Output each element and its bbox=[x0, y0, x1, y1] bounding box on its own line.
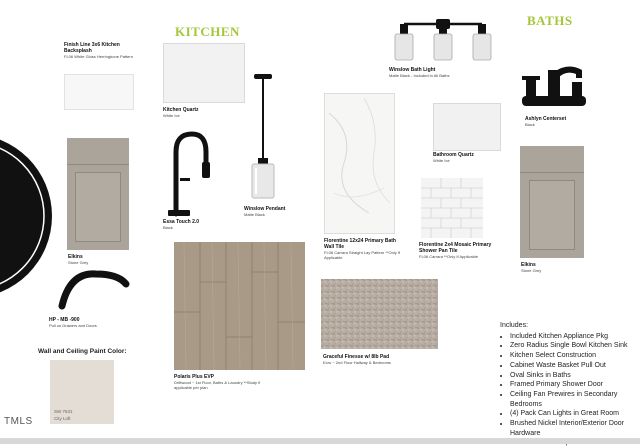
pull-title: HP - MB -900 bbox=[49, 317, 80, 323]
kitchen-cabinet-sub: Stone Grey bbox=[68, 260, 89, 265]
wall-tile-caption bbox=[324, 238, 404, 260]
flooring-caption bbox=[174, 374, 264, 390]
kitchen-quartz-swatch bbox=[163, 43, 245, 103]
shower-tile-swatch bbox=[421, 178, 483, 238]
kitchen-faucet-icon bbox=[162, 130, 214, 218]
bath-quartz-sub: White Ice bbox=[433, 158, 450, 163]
includes-items bbox=[500, 332, 638, 448]
kitchen-header: KITCHEN bbox=[175, 24, 240, 39]
pendant-title: Winslow Pendant bbox=[244, 206, 286, 212]
black-circle-graphic bbox=[0, 130, 56, 304]
backsplash-sub: FL06 White Gloss Herringbone Pattern bbox=[64, 54, 133, 59]
bottom-border bbox=[0, 438, 640, 444]
bath-cabinet-door bbox=[520, 146, 584, 258]
pull-sub: Pull on Drawers and Doors bbox=[49, 323, 97, 328]
pendant-light-icon bbox=[248, 74, 278, 202]
faucet-sub: Black bbox=[163, 225, 173, 230]
backsplash-title: Finish Line 3x6 Kitchen Backsplash bbox=[64, 42, 120, 54]
bath-quartz-swatch bbox=[433, 103, 501, 151]
kitchen-cabinet-caption bbox=[68, 254, 128, 265]
bath-light-caption bbox=[389, 67, 469, 78]
bath-light-sub: Matte Black - Included in All Baths bbox=[389, 73, 450, 78]
bath-faucet-caption bbox=[525, 116, 595, 127]
bath-cabinet-rail bbox=[520, 146, 584, 173]
shower-tile-sub: FL06 Carrara **Only If Applicable bbox=[419, 254, 478, 259]
carpet-swatch bbox=[321, 279, 438, 349]
wall-tile-swatch bbox=[324, 93, 395, 234]
bath-faucet-title: Ashlyn Centerset bbox=[525, 116, 567, 122]
cabinet-rail bbox=[67, 138, 129, 165]
wall-tile-title: Florentine 12x24 Primary Bath Wall Tile bbox=[324, 238, 396, 250]
list-item: • (4) Pack Can Lights in Great Room bbox=[510, 409, 638, 419]
paint-code: SW 7631 bbox=[54, 409, 73, 414]
watermark-text: TMLS bbox=[4, 416, 33, 427]
paint-label: Wall and Ceiling Paint Color: bbox=[38, 348, 127, 355]
carpet-title: Graceful Finesse w/ 8lb Pad bbox=[323, 354, 390, 360]
paint-name: City Loft bbox=[54, 416, 71, 421]
list-item: • Zero Radius Single Bowl Kitchen Sink bbox=[510, 341, 638, 351]
bath-light-icon bbox=[392, 16, 494, 64]
faucet-title: Essa Touch 2.0 bbox=[163, 219, 200, 225]
backsplash-swatch bbox=[64, 74, 134, 110]
bath-cabinet-caption bbox=[521, 262, 581, 273]
includes-list bbox=[500, 321, 638, 448]
list-item: • Ceiling Fan Prewires in Secondary Bedrooms bbox=[510, 390, 638, 409]
kitchen-quartz-sub: White Ice bbox=[163, 113, 180, 118]
list-item: • Brushed Nickel Interior/Exterior Door Hardware bbox=[510, 419, 638, 438]
cabinet-pull-icon bbox=[56, 266, 132, 312]
list-item: • Framed Primary Shower Door bbox=[510, 380, 638, 390]
kitchen-quartz-title: Kitchen Quartz bbox=[163, 107, 199, 113]
bath-light-title: Winslow Bath Light bbox=[389, 67, 436, 73]
flooring-swatch bbox=[174, 242, 305, 370]
pull-caption bbox=[49, 317, 129, 328]
shower-tile-title: Florentine 2x4 Mosaic Primary Shower Pan Tile bbox=[419, 242, 492, 254]
baths-header: BATHS bbox=[527, 13, 573, 28]
cabinet-panel bbox=[75, 172, 121, 242]
flooring-sub: Driftwood ~ 1st Floor, Baths & Laundry **Study if applicable per plan bbox=[174, 380, 261, 390]
list-item: • Kitchen Select Construction bbox=[510, 351, 638, 361]
backsplash-item bbox=[64, 42, 144, 59]
shower-tile-caption bbox=[419, 242, 499, 259]
bath-faucet-sub: Black bbox=[525, 122, 535, 127]
wall-tile-sub: FL06 Carrara Straight Lay Pattern **Only If Applicable bbox=[324, 250, 401, 260]
carpet-caption bbox=[323, 354, 423, 365]
list-item: • Included Kitchen Appliance Pkg bbox=[510, 332, 638, 342]
includes-title: Includes: bbox=[500, 322, 529, 329]
list-item: • Cabinet Waste Basket Pull Out bbox=[510, 361, 638, 371]
bath-faucet-icon bbox=[518, 56, 590, 110]
pendant-sub: Matte Black bbox=[244, 212, 265, 217]
bath-cabinet-title: Elkins bbox=[521, 262, 536, 268]
kitchen-quartz-caption bbox=[163, 107, 243, 118]
carpet-sub: Ecru ~ 2nd Floor Hallway & Bedrooms bbox=[323, 360, 391, 365]
bath-quartz-title: Bathroom Quartz bbox=[433, 152, 474, 158]
bath-cabinet-sub: Stone Grey bbox=[521, 268, 542, 273]
kitchen-cabinet-title: Elkins bbox=[68, 254, 83, 260]
paint-swatch bbox=[50, 360, 114, 424]
bath-cabinet-panel bbox=[529, 180, 575, 250]
flooring-title: Polaris Plus EVP bbox=[174, 374, 215, 380]
kitchen-cabinet-door bbox=[67, 138, 129, 250]
list-item: • Oval Sinks in Baths bbox=[510, 371, 638, 381]
bath-quartz-caption bbox=[433, 152, 503, 163]
pendant-caption bbox=[244, 206, 304, 217]
faucet-caption bbox=[163, 219, 233, 230]
